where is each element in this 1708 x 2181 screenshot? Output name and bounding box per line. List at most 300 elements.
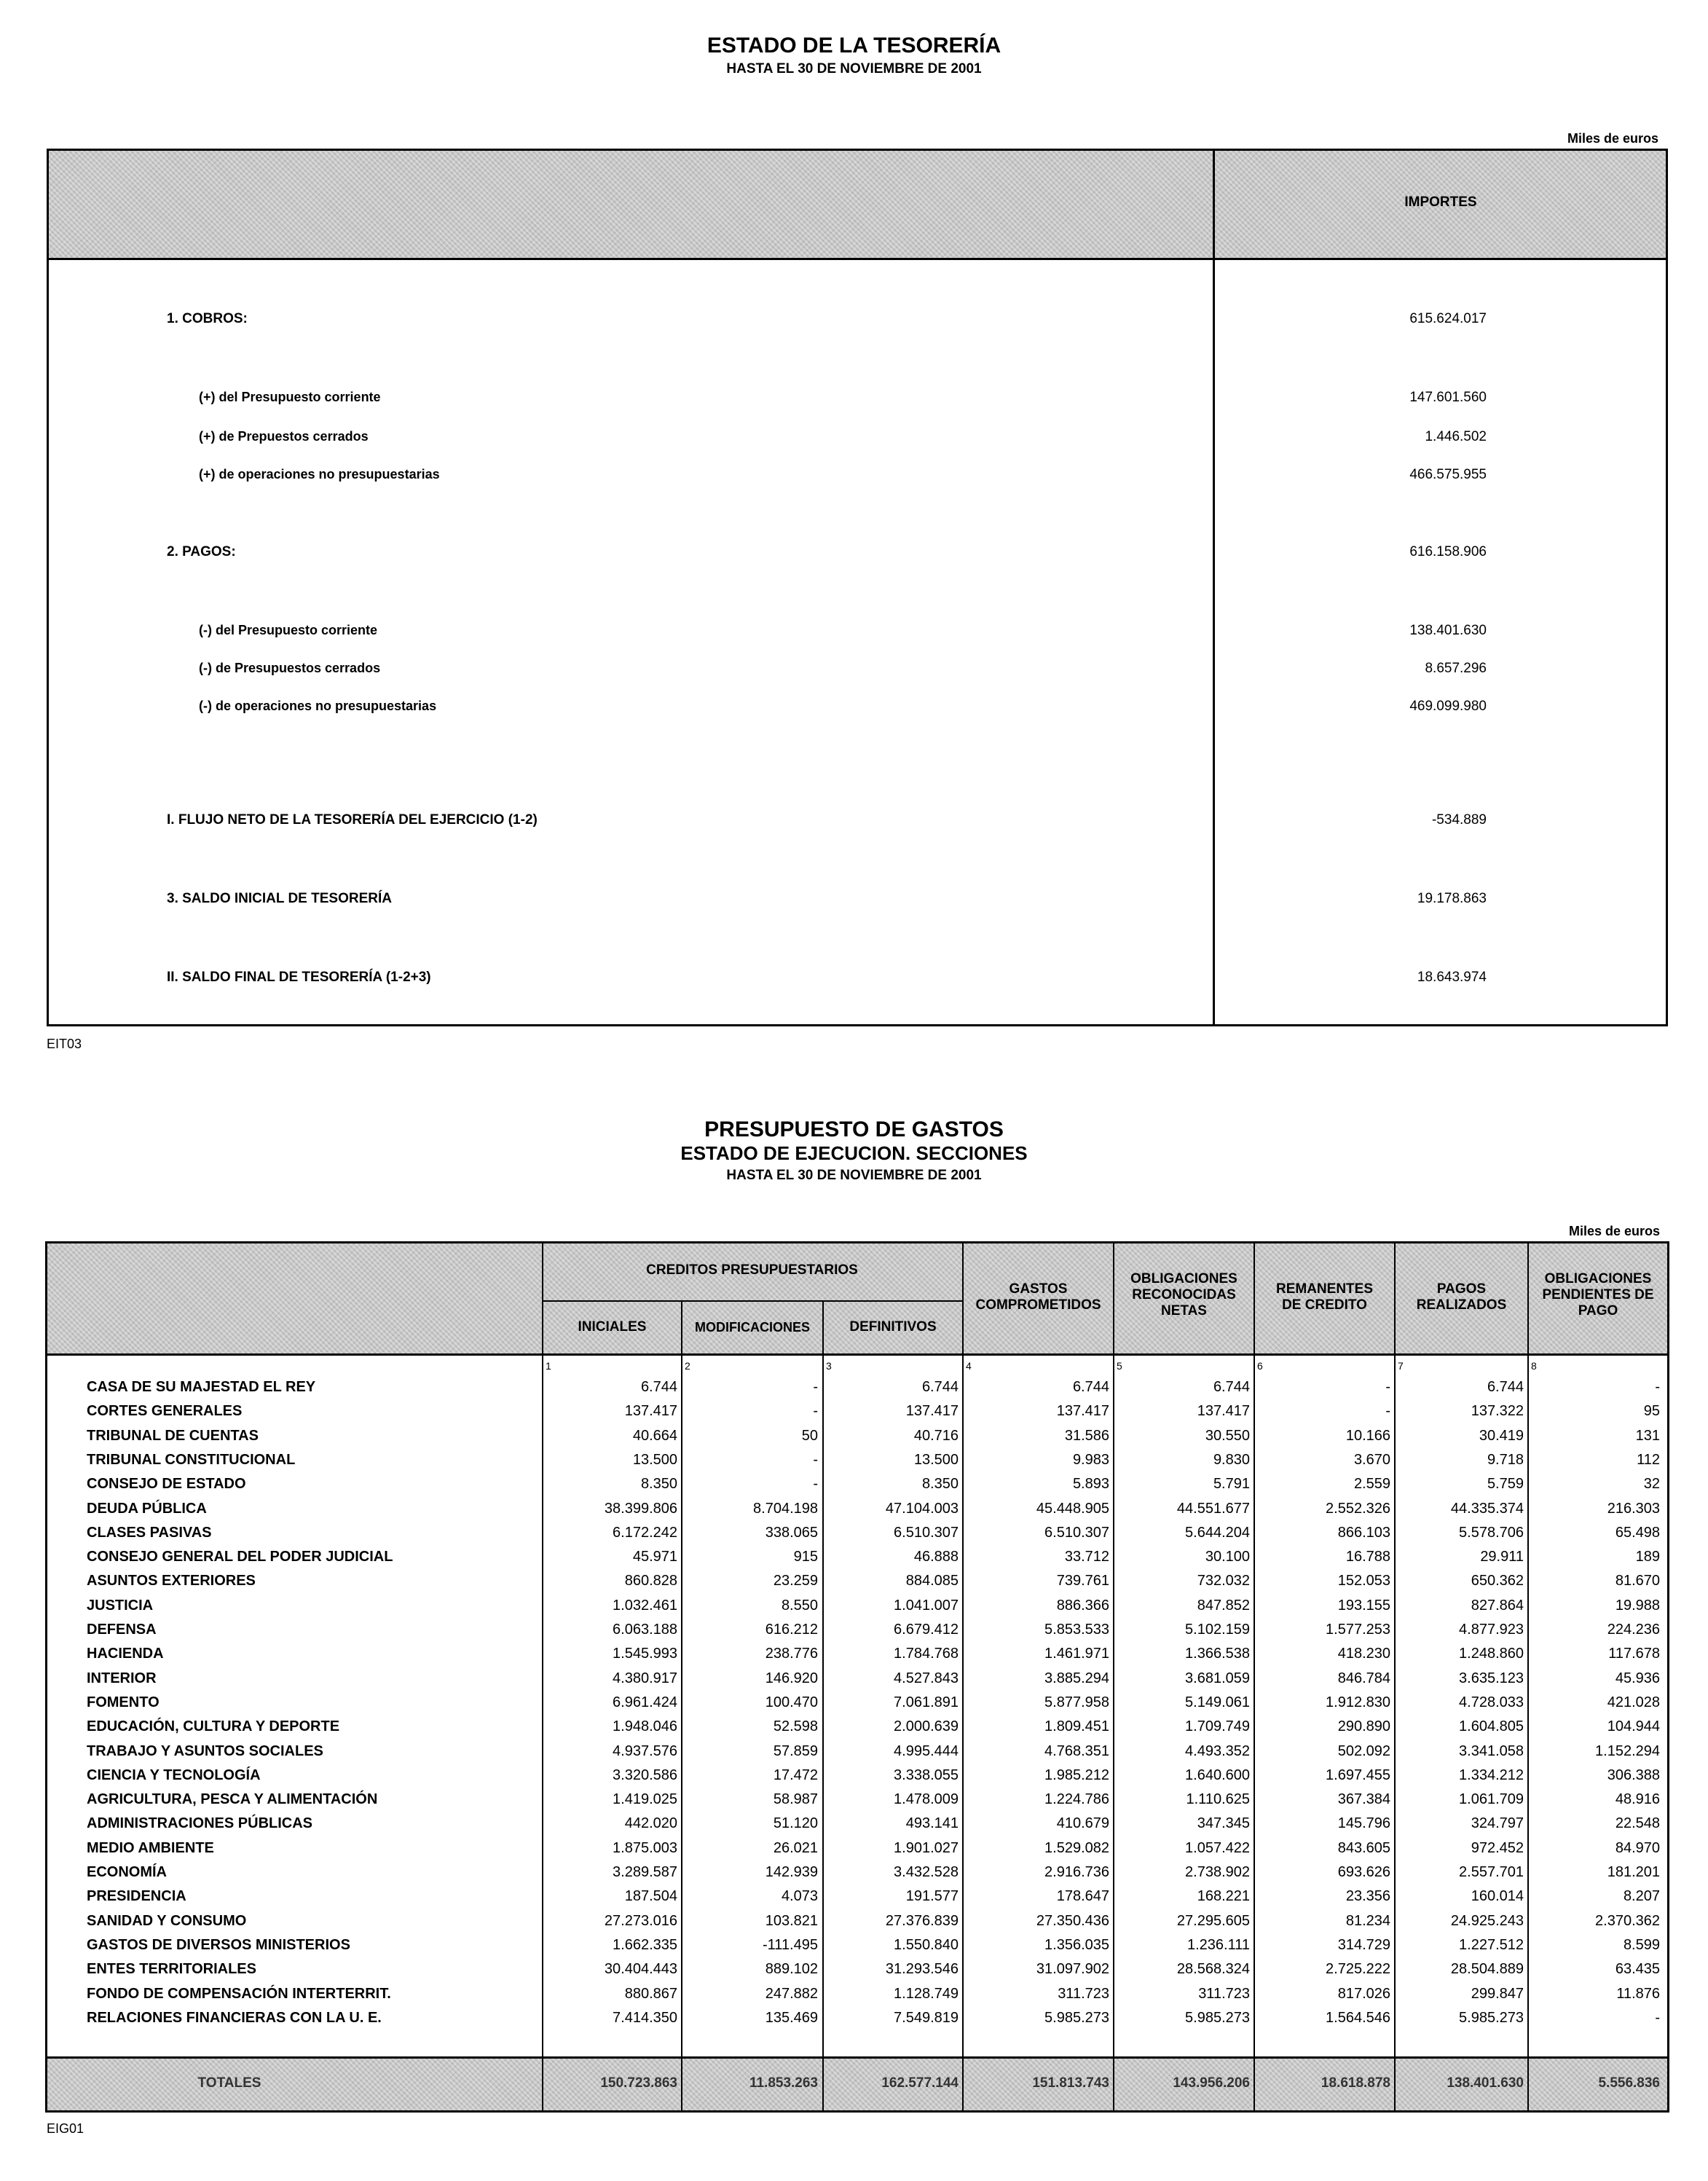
table-cell: 238.776 (765, 1646, 818, 1662)
table-cell: 117.678 (1608, 1646, 1660, 1662)
table-cell: 1.912.830 (1326, 1694, 1390, 1710)
tesoreria-row-label: 2. PAGOS: (167, 544, 236, 559)
table-cell: 3.320.586 (613, 1767, 677, 1783)
table-cell: 827.864 (1471, 1597, 1524, 1614)
table-cell: 247.882 (765, 1985, 818, 2002)
table-cell: 1.662.335 (613, 1936, 677, 1953)
table-cell: 1.032.461 (613, 1597, 677, 1614)
table-row (47, 1476, 1667, 1500)
table-row (47, 1403, 1667, 1427)
tesoreria-row-value: 466.575.955 (1409, 467, 1487, 482)
gastos-subtitle: ESTADO DE EJECUCION. SECCIONES (680, 1142, 1028, 1164)
table-cell: 23.259 (773, 1573, 818, 1589)
table-cell: 493.141 (905, 1815, 959, 1832)
table-cell: 63.435 (1615, 1961, 1660, 1978)
table-cell: 739.761 (1056, 1573, 1109, 1589)
section-name: ADMINISTRACIONES PÚBLICAS (87, 1815, 313, 1832)
table-cell: 817.026 (1337, 1985, 1390, 2002)
table-cell: 2.725.222 (1326, 1961, 1390, 1978)
group-divider (542, 1300, 962, 1302)
table-cell: 6.172.242 (613, 1524, 677, 1541)
tesoreria-row-label: (-) de Presupuestos cerrados (199, 661, 381, 675)
table-cell: 189 (1635, 1549, 1660, 1565)
table-cell: 4.937.576 (613, 1742, 677, 1759)
tesoreria-row-value: 147.601.560 (1409, 390, 1487, 405)
column-divider (1213, 151, 1215, 1024)
table-cell: 4.995.444 (894, 1742, 959, 1759)
table-cell: 44.335.374 (1450, 1500, 1524, 1517)
table-cell: 5.791 (1213, 1476, 1250, 1493)
table-cell: 880.867 (624, 1985, 677, 2002)
section-name: HACIENDA (87, 1646, 164, 1662)
table-cell: 650.362 (1471, 1573, 1524, 1589)
table-cell: 27.350.436 (1036, 1912, 1109, 1929)
table-cell: 1.529.082 (1044, 1839, 1109, 1856)
table-cell: 84.970 (1615, 1839, 1660, 1856)
col-number: 2 (685, 1360, 690, 1372)
tesoreria-row-value: 18.643.974 (1417, 970, 1487, 985)
table-cell: - (813, 1476, 818, 1493)
table-row (47, 1428, 1667, 1452)
table-cell: 193.155 (1337, 1597, 1390, 1614)
tesoreria-row-label: 3. SALDO INICIAL DE TESORERÍA (167, 891, 392, 906)
table-cell: 1.356.035 (1044, 1936, 1109, 1953)
table-cell: 732.032 (1197, 1573, 1250, 1589)
table-cell: 1.697.455 (1326, 1767, 1390, 1783)
table-cell: 886.366 (1056, 1597, 1109, 1614)
table-row (47, 1767, 1667, 1791)
table-cell: 1.784.768 (894, 1646, 959, 1662)
table-cell: 137.417 (624, 1403, 677, 1420)
table-cell: 421.028 (1607, 1694, 1660, 1710)
table-cell: 7.414.350 (613, 2009, 677, 2026)
table-cell: 299.847 (1471, 1985, 1524, 2002)
table-row (47, 1622, 1667, 1646)
table-cell: 846.784 (1337, 1670, 1390, 1686)
table-row (47, 1501, 1667, 1525)
table-cell: - (813, 1403, 818, 1420)
section-name: SANIDAD Y CONSUMO (87, 1912, 247, 1929)
table-row (47, 1525, 1667, 1549)
table-cell: 1.334.212 (1459, 1767, 1524, 1783)
table-cell: 137.417 (905, 1403, 959, 1420)
table-cell: 137.417 (1056, 1403, 1109, 1420)
table-row (47, 1791, 1667, 1815)
table-cell: 3.432.528 (894, 1864, 959, 1880)
table-cell: 30.550 (1205, 1427, 1250, 1444)
table-cell: 31.586 (1064, 1427, 1109, 1444)
table-cell: 29.911 (1480, 1549, 1524, 1565)
table-cell: 22.548 (1615, 1815, 1660, 1832)
table-cell: 8.599 (1623, 1936, 1660, 1953)
section-name: CONSEJO DE ESTADO (87, 1476, 246, 1493)
table-cell: 103.821 (765, 1912, 818, 1929)
table-cell: 6.744 (1213, 1379, 1250, 1395)
tesoreria-row-label: 1. COBROS: (167, 311, 248, 326)
tesoreria-row-value: 1.446.502 (1425, 429, 1487, 444)
table-cell: 135.469 (765, 2009, 818, 2026)
table-cell: 5.149.061 (1185, 1694, 1250, 1710)
section-name: CIENCIA Y TECNOLOGÍA (87, 1767, 261, 1783)
section-name: TRABAJO Y ASUNTOS SOCIALES (87, 1742, 323, 1759)
table-cell: 338.065 (765, 1524, 818, 1541)
table-cell: 1.564.546 (1326, 2009, 1390, 2026)
table-cell: 137.322 (1471, 1403, 1524, 1420)
table-cell: 30.100 (1205, 1549, 1250, 1565)
table-cell: 28.504.889 (1450, 1961, 1524, 1978)
table-cell: 5.985.273 (1185, 2009, 1250, 2026)
table-cell: 30.404.443 (604, 1961, 677, 1978)
table-cell: 2.370.362 (1595, 1912, 1660, 1929)
table-cell: 866.103 (1337, 1524, 1390, 1541)
table-cell: 616.212 (765, 1622, 818, 1638)
table-cell: 3.670 (1353, 1451, 1390, 1468)
tesoreria-code: EIT03 (47, 1037, 82, 1051)
table-cell: 1.110.625 (1186, 1791, 1250, 1808)
table-cell: 502.092 (1337, 1742, 1390, 1759)
table-cell: 6.744 (1487, 1379, 1524, 1395)
total-value: 150.723.863 (600, 2075, 677, 2091)
table-cell: 4.527.843 (894, 1670, 959, 1686)
table-cell: 47.104.003 (885, 1500, 959, 1517)
table-cell: 52.598 (773, 1718, 818, 1735)
table-cell: 5.853.533 (1044, 1622, 1109, 1638)
table-cell: - (813, 1451, 818, 1468)
modificaciones-header: MODIFICACIONES (694, 1320, 810, 1335)
table-cell: 1.545.993 (613, 1646, 677, 1662)
table-cell: 6.510.307 (894, 1524, 959, 1541)
table-cell: 6.744 (640, 1379, 677, 1395)
table-cell: 27.273.016 (604, 1912, 677, 1929)
table-cell: 2.000.639 (894, 1718, 959, 1735)
table-cell: 38.399.806 (604, 1500, 677, 1517)
table-cell: 81.670 (1615, 1573, 1660, 1589)
table-row (47, 1888, 1667, 1912)
section-name: ENTES TERRITORIALES (87, 1961, 256, 1978)
table-cell: 45.936 (1615, 1670, 1660, 1686)
table-cell: 45.971 (632, 1549, 677, 1565)
table-cell: 915 (793, 1549, 818, 1565)
table-cell: 2.557.701 (1459, 1864, 1524, 1880)
table-cell: 27.376.839 (885, 1912, 959, 1929)
table-cell: - (1655, 2009, 1660, 2026)
table-cell: 3.338.055 (894, 1767, 959, 1783)
table-row (47, 1379, 1667, 1403)
table-cell: - (1385, 1403, 1390, 1420)
table-cell: 6.744 (1072, 1379, 1109, 1395)
table-cell: 8.207 (1623, 1888, 1660, 1905)
table-cell: 5.985.273 (1044, 2009, 1109, 2026)
table-cell: 9.983 (1072, 1451, 1109, 1468)
table-cell: 181.201 (1607, 1864, 1660, 1880)
table-cell: 1.640.600 (1185, 1767, 1250, 1783)
tesoreria-row-value: -534.889 (1431, 812, 1487, 828)
tesoreria-row-label: (+) de Prepuestos cerrados (199, 429, 369, 444)
table-cell: 95 (1643, 1403, 1660, 1420)
table-cell: 7.549.819 (894, 2009, 959, 2026)
table-cell: 367.384 (1337, 1791, 1390, 1808)
table-cell: 33.712 (1064, 1549, 1109, 1565)
table-row (47, 1815, 1667, 1839)
table-cell: 31.293.546 (885, 1961, 959, 1978)
table-cell: 100.470 (765, 1694, 818, 1710)
gastos-table (45, 1241, 1669, 2113)
tesoreria-row-label: (-) del Presupuesto corriente (199, 623, 378, 637)
total-value: 143.956.206 (1173, 2075, 1250, 2091)
section-name: FONDO DE COMPENSACIÓN INTERTERRIT. (87, 1985, 391, 2002)
table-row (47, 1549, 1667, 1573)
table-cell: 9.830 (1213, 1451, 1250, 1468)
pagos-realizados-header: PAGOS REALIZADOS (1416, 1281, 1507, 1313)
table-cell: 23.356 (1345, 1888, 1390, 1905)
table-cell: 4.728.033 (1459, 1694, 1524, 1710)
gastos-units: Miles de euros (1568, 1224, 1660, 1238)
col-number: 4 (966, 1360, 972, 1372)
table-row (47, 1864, 1667, 1888)
table-cell: 4.877.923 (1459, 1622, 1524, 1638)
table-row (47, 1840, 1667, 1864)
table-cell: 46.888 (913, 1549, 959, 1565)
table-cell: 13.500 (632, 1451, 677, 1468)
gastos-title: PRESUPUESTO DE GASTOS (704, 1117, 1004, 1141)
table-cell: 889.102 (765, 1961, 818, 1978)
table-cell: 418.230 (1337, 1646, 1390, 1662)
table-cell: 45.448.905 (1036, 1500, 1109, 1517)
table-row (47, 1986, 1667, 2010)
table-row (47, 1937, 1667, 1961)
tesoreria-subtitle: HASTA EL 30 DE NOVIEMBRE DE 2001 (726, 61, 982, 76)
table-cell: 50 (801, 1427, 818, 1444)
table-cell: 40.664 (632, 1427, 677, 1444)
obligaciones-reconocidas-header: OBLIGACIONES RECONOCIDAS NETAS (1130, 1271, 1237, 1319)
importes-header: IMPORTES (1404, 194, 1477, 210)
col-number: 8 (1531, 1360, 1537, 1372)
tesoreria-row-value: 615.624.017 (1409, 311, 1487, 326)
table-cell: 81.234 (1345, 1912, 1390, 1929)
table-cell: 3.289.587 (613, 1864, 677, 1880)
tesoreria-row-label: II. SALDO FINAL DE TESORERÍA (1-2+3) (167, 970, 431, 985)
table-cell: 1.128.749 (894, 1985, 959, 2002)
table-cell: 4.380.917 (613, 1670, 677, 1686)
table-cell: 1.875.003 (613, 1839, 677, 1856)
section-name: ECONOMÍA (87, 1864, 167, 1880)
table-cell: 131 (1635, 1427, 1660, 1444)
table-cell: 178.647 (1056, 1888, 1109, 1905)
table-cell: 843.605 (1337, 1839, 1390, 1856)
total-value: 151.813.743 (1032, 2075, 1109, 2091)
tesoreria-row-value: 8.657.296 (1425, 661, 1487, 676)
table-cell: 1.809.451 (1044, 1718, 1109, 1735)
table-row (47, 1646, 1667, 1670)
table-cell: 8.550 (781, 1597, 818, 1614)
table-cell: 2.916.736 (1044, 1864, 1109, 1880)
table-cell: 290.890 (1337, 1718, 1390, 1735)
table-cell: 1.419.025 (613, 1791, 677, 1808)
table-cell: 24.925.243 (1450, 1912, 1524, 1929)
section-name: AGRICULTURA, PESCA Y ALIMENTACIÓN (87, 1791, 378, 1808)
table-cell: 847.852 (1197, 1597, 1250, 1614)
table-cell: 48.916 (1615, 1791, 1660, 1808)
table-cell: 1.227.512 (1459, 1936, 1524, 1953)
table-cell: 1.709.749 (1185, 1718, 1250, 1735)
table-cell: - (813, 1379, 818, 1395)
table-cell: 884.085 (905, 1573, 959, 1589)
tesoreria-row-label: (-) de operaciones no presupuestarias (199, 699, 437, 713)
table-cell: 137.417 (1197, 1403, 1250, 1420)
section-name: EDUCACIÓN, CULTURA Y DEPORTE (87, 1718, 340, 1735)
tesoreria-table (47, 149, 1668, 1026)
section-name: CORTES GENERALES (87, 1403, 243, 1420)
table-cell: 65.498 (1615, 1524, 1660, 1541)
table-cell: 2.552.326 (1326, 1500, 1390, 1517)
table-cell: 6.744 (921, 1379, 959, 1395)
table-row (47, 1694, 1667, 1718)
remanentes-header: REMANENTES DE CREDITO (1275, 1281, 1373, 1313)
table-cell: 1.236.111 (1186, 1936, 1250, 1953)
table-cell: 1.577.253 (1326, 1622, 1390, 1638)
table-row (47, 1452, 1667, 1476)
table-cell: 324.797 (1471, 1815, 1524, 1832)
section-name: GASTOS DE DIVERSOS MINISTERIOS (87, 1936, 350, 1953)
tesoreria-row-label: I. FLUJO NETO DE LA TESORERÍA DEL EJERCICIO (1-2) (167, 812, 538, 828)
definitivos-header: DEFINITIVOS (849, 1319, 937, 1335)
table-row (47, 2010, 1667, 2034)
gastos-comprometidos-header: GASTOS COMPROMETIDOS (975, 1281, 1101, 1313)
table-cell: 216.303 (1607, 1500, 1660, 1517)
table-row (47, 1743, 1667, 1767)
table-cell: 8.704.198 (753, 1500, 818, 1517)
table-cell: 311.723 (1058, 1985, 1109, 2002)
table-cell: 5.102.159 (1185, 1622, 1250, 1638)
section-name: MEDIO AMBIENTE (87, 1839, 214, 1856)
table-cell: 6.063.188 (613, 1622, 677, 1638)
table-cell: 6.961.424 (613, 1694, 677, 1710)
section-name: RELACIONES FINANCIERAS CON LA U. E. (87, 2009, 382, 2026)
table-cell: 5.985.273 (1459, 2009, 1524, 2026)
table-cell: 57.859 (773, 1742, 818, 1759)
total-value: 11.853.263 (749, 2075, 818, 2091)
totals-label: TOTALES (197, 2075, 261, 2091)
table-cell: 4.493.352 (1185, 1742, 1250, 1759)
table-cell: - (1385, 1379, 1390, 1395)
section-name: TRIBUNAL DE CUENTAS (87, 1427, 259, 1444)
table-cell: 306.388 (1607, 1767, 1660, 1783)
table-cell: 112 (1637, 1451, 1660, 1468)
table-cell: 51.120 (773, 1815, 818, 1832)
table-cell: 1.901.027 (894, 1839, 959, 1856)
section-name: DEUDA PÚBLICA (87, 1500, 207, 1517)
table-cell: 1.041.007 (894, 1597, 959, 1614)
col-number: 7 (1398, 1360, 1404, 1372)
table-row (47, 1573, 1667, 1597)
table-cell: 28.568.324 (1176, 1961, 1250, 1978)
table-cell: 1.478.009 (894, 1791, 959, 1808)
table-cell: - (1655, 1379, 1660, 1395)
table-cell: 442.020 (624, 1815, 677, 1832)
table-cell: 19.988 (1615, 1597, 1660, 1614)
table-cell: 11.876 (1616, 1985, 1660, 2002)
table-cell: 5.644.204 (1185, 1524, 1250, 1541)
table-cell: 145.796 (1337, 1815, 1390, 1832)
table-cell: 44.551.677 (1176, 1500, 1250, 1517)
table-cell: 4.768.351 (1044, 1742, 1109, 1759)
table-cell: 1.061.709 (1459, 1791, 1524, 1808)
table-cell: 3.341.058 (1459, 1742, 1524, 1759)
table-cell: 27.295.605 (1176, 1912, 1250, 1929)
table-cell: 26.021 (773, 1839, 818, 1856)
col-number: 3 (826, 1360, 832, 1372)
table-cell: 224.236 (1607, 1622, 1660, 1638)
table-cell: 3.635.123 (1459, 1670, 1524, 1686)
table-cell: 187.504 (624, 1888, 677, 1905)
table-cell: 311.723 (1198, 1985, 1250, 2002)
table-cell: 9.718 (1487, 1451, 1524, 1468)
table-cell: 5.759 (1487, 1476, 1524, 1493)
tesoreria-row-value: 138.401.630 (1409, 623, 1487, 638)
table-cell: 5.877.958 (1044, 1694, 1109, 1710)
table-cell: 1.948.046 (613, 1718, 677, 1735)
table-cell: 410.679 (1056, 1815, 1109, 1832)
table-cell: 860.828 (624, 1573, 677, 1589)
section-name: INTERIOR (87, 1670, 157, 1686)
table-cell: 30.419 (1479, 1427, 1524, 1444)
section-name: CONSEJO GENERAL DEL PODER JUDICIAL (87, 1549, 393, 1565)
section-name: CASA DE SU MAJESTAD EL REY (87, 1379, 316, 1395)
table-row (47, 1718, 1667, 1742)
table-cell: 6.510.307 (1044, 1524, 1109, 1541)
tesoreria-row-value: 469.099.980 (1409, 699, 1487, 714)
table-cell: -111.495 (763, 1936, 818, 1953)
table-cell: 1.461.971 (1044, 1646, 1109, 1662)
table-cell: 13.500 (913, 1451, 959, 1468)
section-name: TRIBUNAL CONSTITUCIONAL (87, 1451, 296, 1468)
table-cell: 160.014 (1471, 1888, 1524, 1905)
table-cell: 152.053 (1337, 1573, 1390, 1589)
table-row (47, 1670, 1667, 1694)
creditos-header: CREDITOS PRESUPUESTARIOS (646, 1262, 858, 1278)
table-cell: 1.985.212 (1044, 1767, 1109, 1783)
col-number: 6 (1257, 1360, 1263, 1372)
table-cell: 8.350 (640, 1476, 677, 1493)
table-cell: 2.559 (1353, 1476, 1390, 1493)
gastos-code: EIG01 (47, 2121, 84, 2136)
table-cell: 168.221 (1197, 1888, 1250, 1905)
table-cell: 3.681.059 (1185, 1670, 1250, 1686)
total-value: 5.556.836 (1598, 2075, 1660, 2091)
total-value: 138.401.630 (1447, 2075, 1524, 2091)
section-name: PRESIDENCIA (87, 1888, 186, 1905)
table-cell: 40.716 (913, 1427, 959, 1444)
section-name: JUSTICIA (87, 1597, 154, 1614)
gastos-date: HASTA EL 30 DE NOVIEMBRE DE 2001 (726, 1168, 982, 1183)
tesoreria-title: ESTADO DE LA TESORERÍA (707, 34, 1001, 58)
table-row (47, 1961, 1667, 1985)
table-cell: 5.578.706 (1459, 1524, 1524, 1541)
table-cell: 191.577 (905, 1888, 959, 1905)
tesoreria-row-label: (+) del Presupuesto corriente (199, 390, 381, 404)
table-row (47, 1598, 1667, 1622)
table-cell: 32 (1643, 1476, 1660, 1493)
iniciales-header: INICIALES (578, 1319, 647, 1335)
table-cell: 146.920 (765, 1670, 818, 1686)
table-cell: 693.626 (1337, 1864, 1390, 1880)
table-row (47, 1913, 1667, 1937)
section-name: DEFENSA (87, 1622, 157, 1638)
total-value: 18.618.878 (1321, 2075, 1390, 2091)
col-number: 1 (546, 1360, 551, 1372)
table-cell: 58.987 (773, 1791, 818, 1808)
table-cell: 6.679.412 (894, 1622, 959, 1638)
